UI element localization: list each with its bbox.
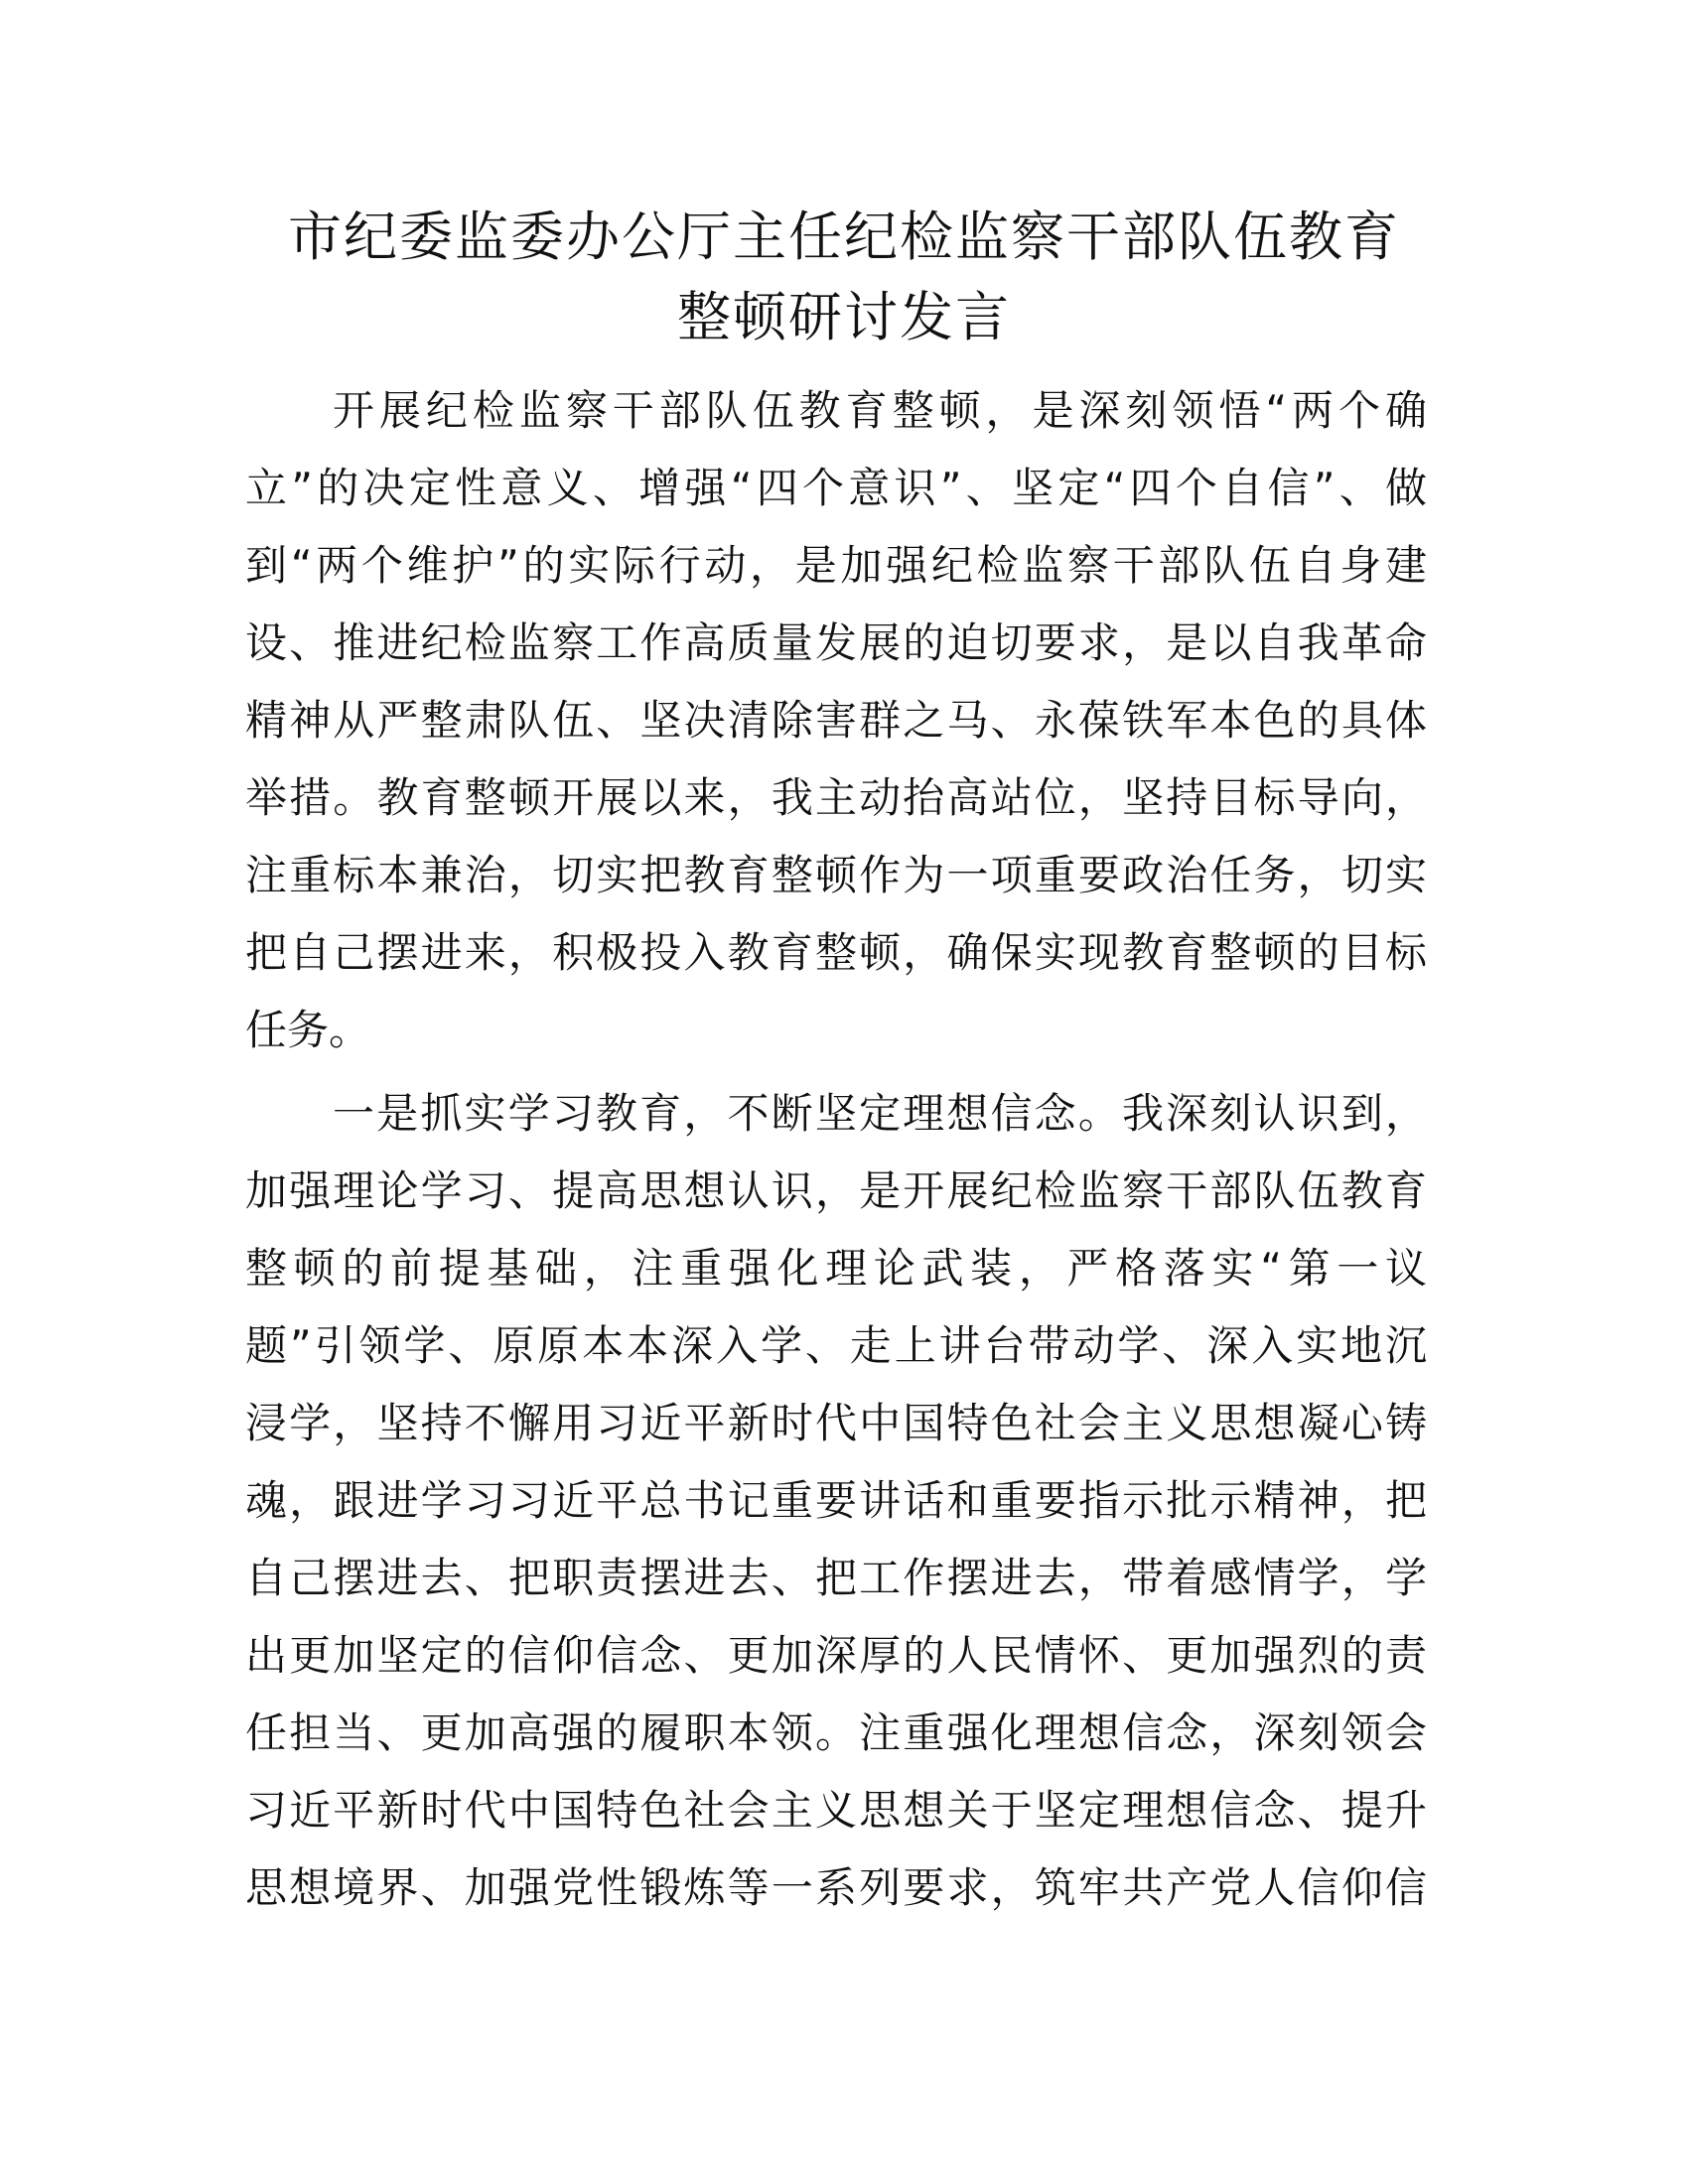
text-line: 加强理论学习、提高思想认识，是开展纪检监察干部队伍教育 — [245, 1166, 1427, 1215]
paragraph-intro — [245, 372, 1427, 1069]
paragraph-study-education — [245, 1075, 1427, 1927]
text-line: 设、推进纪检监察工作高质量发展的迫切要求，是以自我革命 — [245, 618, 1427, 667]
title-line: 市纪委监委办公厅主任纪检监察干部队伍教育 — [288, 205, 1400, 268]
title-line: 整顿研讨发言 — [677, 286, 1011, 348]
text-line: 浸学，坚持不懈用习近平新时代中国特色社会主义思想凝心铸 — [245, 1399, 1427, 1447]
document-body — [245, 372, 1427, 1927]
text-line: 把自己摆进来，积极投入教育整顿，确保实现教育整顿的目标 — [245, 928, 1427, 977]
text-line: 习近平新时代中国特色社会主义思想关于坚定理想信念、提升 — [245, 1786, 1427, 1835]
text-line: 任担当、更加高强的履职本领。注重强化理想信念，深刻领会 — [245, 1708, 1427, 1757]
text-line: 立”的决定性意义、增强“四个意识”、坚定“四个自信”、做 — [245, 464, 1427, 512]
text-line: 开展纪检监察干部队伍教育整顿，是深刻领悟“两个确 — [333, 386, 1427, 435]
document-title — [238, 197, 1450, 357]
text-line: 举措。教育整顿开展以来，我主动抬高站位，坚持目标导向， — [245, 773, 1427, 822]
text-line: 一是抓实学习教育，不断坚定理想信念。我深刻认识到， — [333, 1089, 1427, 1138]
text-line: 思想境界、加强党性锻炼等一系列要求，筑牢共产党人信仰信 — [245, 1863, 1427, 1912]
text-line: 整顿的前提基础，注重强化理论武装，严格落实“第一议 — [245, 1244, 1427, 1293]
text-line: 题”引领学、原原本本深入学、走上讲台带动学、深入实地沉 — [245, 1321, 1427, 1370]
text-line: 到“两个维护”的实际行动，是加强纪检监察干部队伍自身建 — [245, 541, 1427, 590]
text-line: 自己摆进去、把职责摆进去、把工作摆进去，带着感情学，学 — [245, 1554, 1427, 1602]
text-line: 注重标本兼治，切实把教育整顿作为一项重要政治任务，切实 — [245, 851, 1427, 899]
text-line: 魂，跟进学习习近平总书记重要讲话和重要指示批示精神，把 — [245, 1476, 1427, 1525]
text-line: 出更加坚定的信仰信念、更加深厚的人民情怀、更加强烈的责 — [245, 1631, 1427, 1680]
text-line: 精神从严整肃队伍、坚决清除害群之马、永葆铁军本色的具体 — [245, 696, 1427, 745]
text-line: 任务。 — [245, 1006, 371, 1054]
